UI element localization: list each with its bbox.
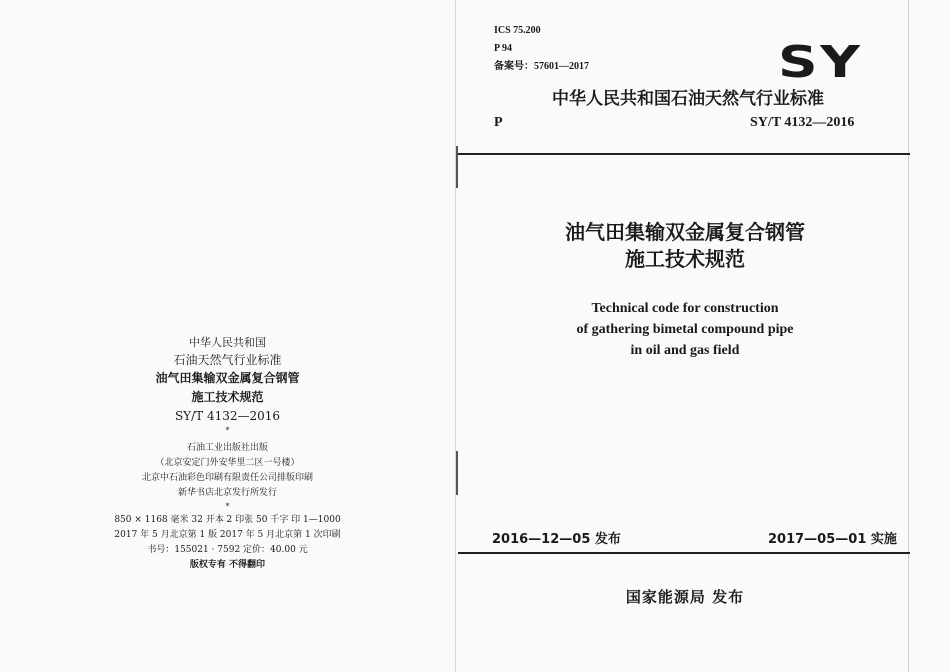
filing-number: 备案号：57601—2017 <box>494 61 589 72</box>
imprint-distributor: 新华书店北京发行所发行 <box>177 488 277 498</box>
imprint-edition: 2017 年 5 月北京第 1 版 2017 年 5 月北京第 1 次印刷 <box>114 530 341 540</box>
imprint-format: 850 × 1168 毫米 32 开本 2 印张 50 千字 印 1—1000 <box>114 515 341 525</box>
title-en-line1: Technical code for construction <box>591 301 779 316</box>
category-letter: P <box>494 115 503 130</box>
imprint-title-line1: 油气田集输双金属复合钢管 <box>155 371 300 385</box>
imprint-title-line2: 施工技术规范 <box>191 390 264 404</box>
imprint-rights: 版权专有 不得翻印 <box>189 560 266 570</box>
imprint-separator: * <box>225 426 230 435</box>
imprint-country: 中华人民共和国 <box>189 336 266 349</box>
header-divider <box>458 153 910 155</box>
imprint-separator: * <box>225 502 230 511</box>
page-fold-mark <box>456 451 458 495</box>
page-fold-mark <box>456 146 458 188</box>
title-zh-line2: 施工技术规范 <box>625 247 745 271</box>
category-code: P 94 <box>494 43 513 54</box>
imprint-isbn-price: 书号：155021 · 7592 定价：40.00 元 <box>147 545 308 555</box>
ics-code: ICS 75.200 <box>494 25 541 36</box>
implementation-date: 2017—05—01 实施 <box>768 532 897 547</box>
standard-number: SY/T 4132—2016 <box>750 115 855 130</box>
imprint-printer: 北京中石油彩色印刷有限责任公司排版印刷 <box>141 473 313 483</box>
footer-divider <box>458 552 910 554</box>
title-zh-line1: 油气田集输双金属复合钢管 <box>565 220 805 244</box>
issue-date: 2016—12—05 发布 <box>492 532 621 547</box>
issuing-authority: 国家能源局 发布 <box>625 588 745 606</box>
title-en-line3: in oil and gas field <box>630 343 740 358</box>
imprint-publisher: 石油工业出版社出版 <box>186 443 268 453</box>
imprint-industry-standard: 石油天然气行业标准 <box>173 353 282 367</box>
industry-standard-title: 中华人民共和国石油天然气行业标准 <box>552 89 824 109</box>
imprint-standard-number: SY/T 4132—2016 <box>174 409 281 423</box>
title-en-line2: of gathering bimetal compound pipe <box>576 322 794 337</box>
sy-logo: SY <box>778 37 863 88</box>
imprint-address: （北京安定门外安华里二区一号楼） <box>155 458 300 468</box>
imprint-block <box>0 335 455 573</box>
